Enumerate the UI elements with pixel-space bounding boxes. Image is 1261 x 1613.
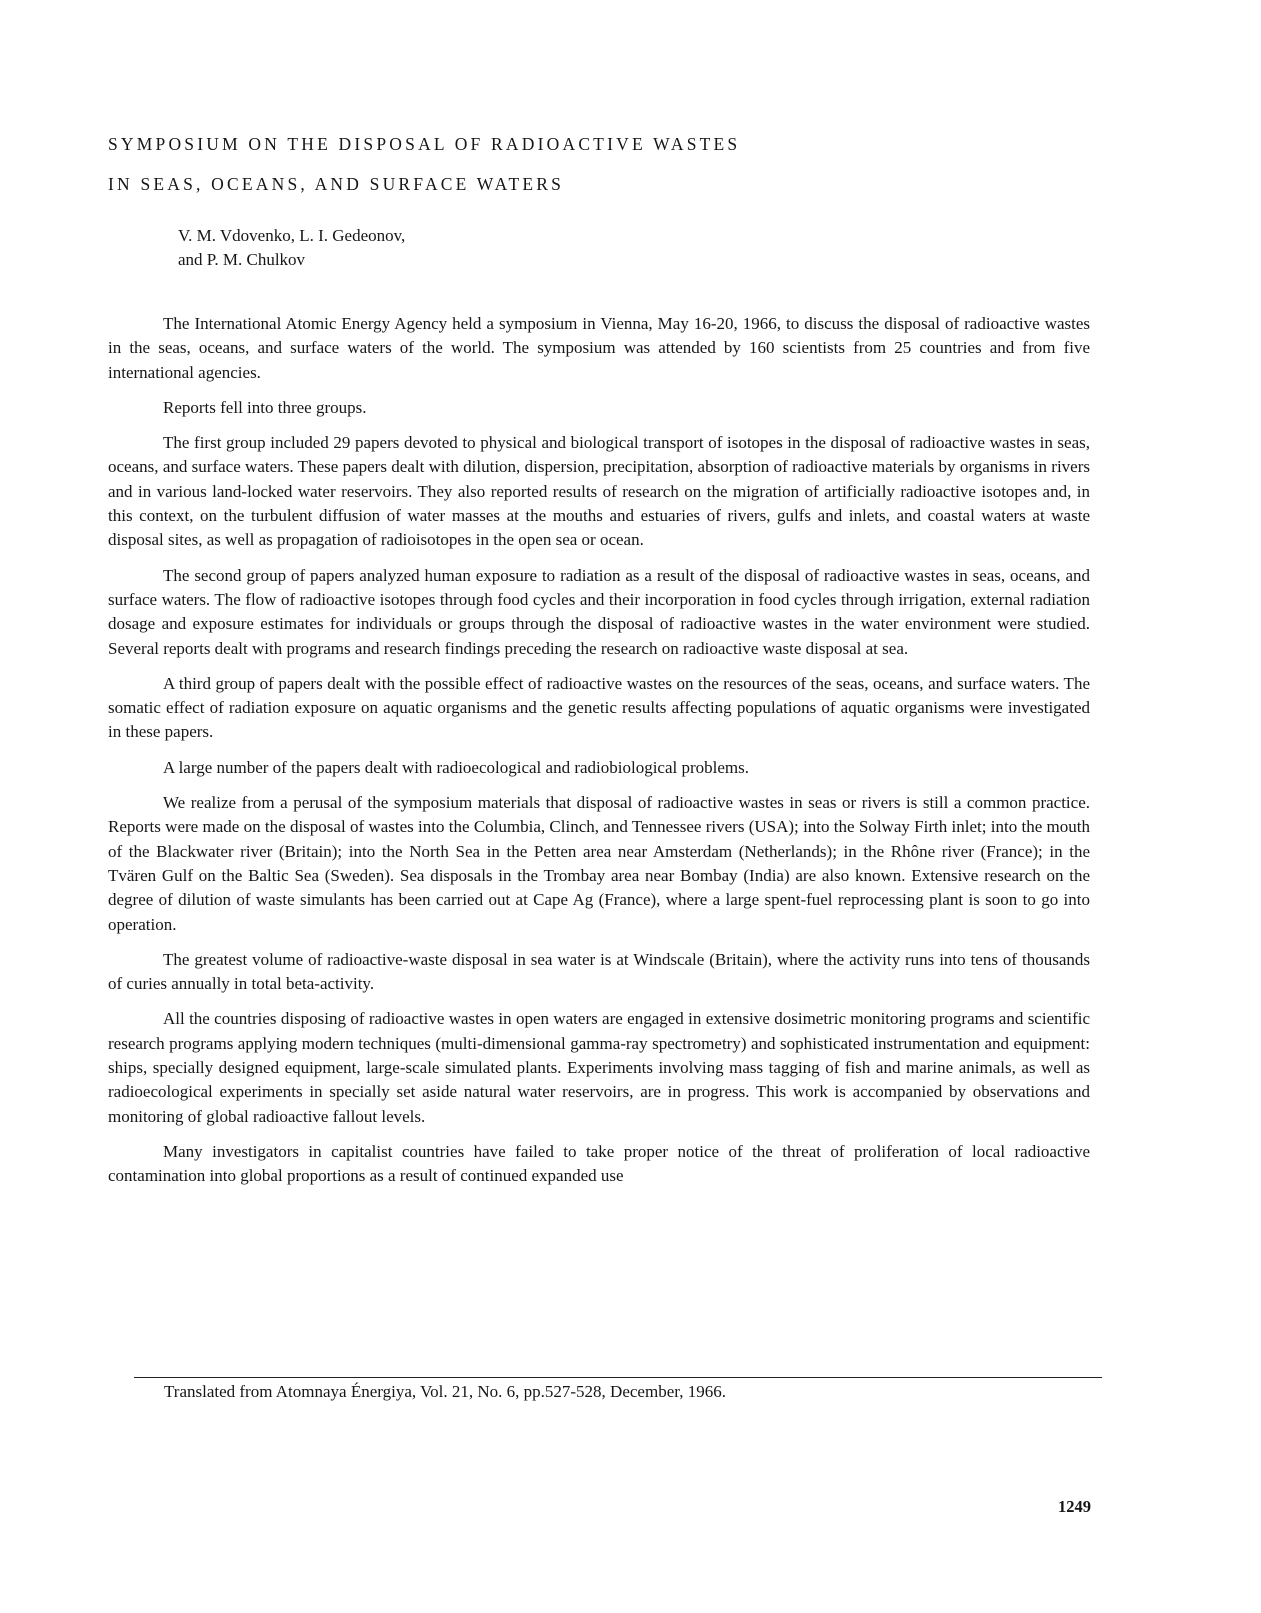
- paragraph: A third group of papers dealt with the possible effect of radioactive wastes on the resources of the seas, oceans, and surface waters. The somatic effect of radiation exposure on aquatic organisms and the genetic results affecting populations of aquatic organisms were investigated in these papers.: [108, 673, 1090, 742]
- paragraph: The first group included 29 papers devoted to physical and biological transport of isotopes in the disposal of radioactive wastes in seas, oceans, and surface waters. These papers dealt with dilution, dispersion, precipitation, absorption of radioactive materials by organisms in rivers and in various land-locked water reservoirs. They also reported results of research on the migration of artificially radioactive isotopes and, in this context, on the turbulent diffusion of water masses at the mouths and estuaries of rivers, gulfs and inlets, and coastal waters at waste disposal sites, as well as propagation of radioisotopes in the open sea or ocean.: [108, 433, 1090, 550]
- translation-footnote: Translated from Atomnaya Énergiya, Vol. 21, No. 6, pp.527-528, December, 1966.: [164, 1382, 726, 1401]
- authors-line-1: V. M. Vdovenko, L. I. Gedeonov,: [178, 226, 406, 245]
- paragraph: We realize from a perusal of the symposium materials that disposal of radioactive wastes in seas or rivers is still a common practice. Reports were made on the disposal of wastes into the Columbia, Clinch, and Tennessee rivers (USA); into the Solway Firth inlet; into the mouth of the Blackwater river (Britain); into the North Sea in the Petten area near Amsterdam (Netherlands); in the Rhône river (France); in the Tvären Gulf on the Baltic Sea (Sweden). Sea disposals in the Trombay area near Bombay (India) are also known. Extensive research on the degree of dilution of waste simulants has been carried out at Cape Ag (France), where a large spent-fuel reprocessing plant is soon to go into operation.: [108, 793, 1090, 934]
- paragraph: Many investigators in capitalist countries have failed to take proper notice of the threat of proliferation of local radioactive contamination into global proportions as a result of continued expanded use: [108, 1141, 1090, 1186]
- authors: [178, 224, 405, 272]
- paragraph: The second group of papers analyzed human exposure to radiation as a result of the disposal of radioactive wastes in seas, oceans, and surface waters. The flow of radioactive isotopes through food cycles and their incorporation in food cycles through irrigation, external radiation dosage and exposure estimates for individuals or groups through the disposal of radioactive wastes in the water environment were studied. Several reports dealt with programs and research findings preceding the research on radioactive waste disposal at sea.: [108, 565, 1090, 658]
- paragraph: Reports fell into three groups.: [163, 397, 367, 417]
- authors-line-2: and P. M. Chulkov: [178, 250, 306, 269]
- footnote-divider: [134, 1377, 1102, 1378]
- article-body: [108, 312, 1090, 1200]
- paragraph: A large number of the papers dealt with radioecological and radiobiological problems.: [163, 757, 750, 777]
- paragraph: The greatest volume of radioactive-waste disposal in sea water is at Windscale (Britain), where the activity runs into tens of thousands of curies annually in total beta-activity.: [108, 949, 1090, 994]
- page-number: 1249: [1058, 1497, 1091, 1516]
- paragraph: The International Atomic Energy Agency held a symposium in Vienna, May 16-20, 1966, to discuss the disposal of radioactive wastes in the seas, oceans, and surface waters of the world. The symposium was attended by 160 scientists from 25 countries and from five international agencies.: [108, 314, 1090, 382]
- title-line-1: SYMPOSIUM ON THE DISPOSAL OF RADIOACTIVE WASTES: [108, 134, 741, 154]
- article-title: [108, 131, 740, 211]
- title-line-2: IN SEAS, OCEANS, AND SURFACE WATERS: [108, 174, 565, 194]
- paragraph: All the countries disposing of radioactive wastes in open waters are engaged in extensive dosimetric monitoring programs and scientific research programs applying modern techniques (multi-dimensional gamma-ray spectrometry) and sophisticated instrumentation and equipment: ships, specially designed equipment, large-scale simulated plants. Experiments involving mass tagging of fish and marine animals, as well as radioecological experiments in specially set aside natural water reservoirs, are in progress. This work is accompanied by observations and monitoring of global radioactive fallout levels.: [108, 1009, 1090, 1126]
